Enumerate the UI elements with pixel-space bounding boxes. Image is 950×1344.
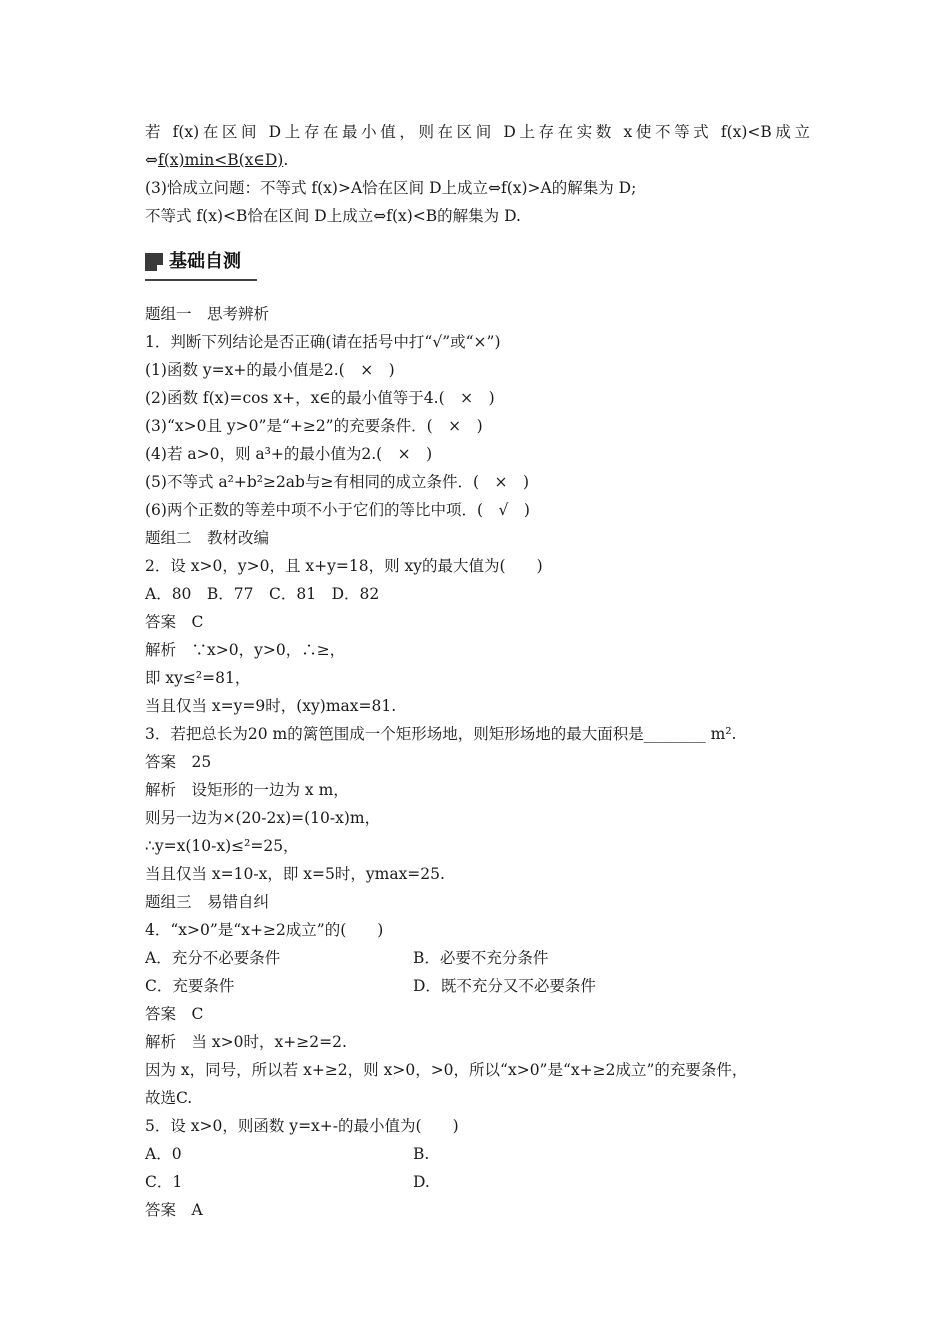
question-4-option-a: A．充分不必要条件 (145, 949, 281, 967)
section-title: 基础自测 (169, 251, 241, 272)
question-3-answer: 答案 25 (145, 753, 212, 771)
question-2-solution-3: 当且仅当 x=y=9时，(xy)max=81. (145, 697, 397, 715)
question-4-solution-3: 故选C. (145, 1089, 193, 1107)
question-3-solution-1: 解析 设矩形的一边为 x m， (145, 781, 349, 799)
question-4: 4．“x>0”是“x+≥2成立”的( ) (145, 921, 384, 939)
section-square-icon (145, 253, 163, 271)
intro-line-2 (145, 146, 810, 174)
question-2: 2．设 x>0，y>0，且 x+y=18，则 xy的最大值为( ) (145, 557, 543, 575)
question-4-answer: 答案 C (145, 1005, 204, 1023)
question-5-option-a: A．0 (145, 1145, 182, 1163)
question-1-item-1: (1)函数 y=x+的最小值是2.( × ) (145, 361, 395, 379)
question-5-option-c: C．1 (145, 1173, 183, 1191)
question-1-item-2: (2)函数 f(x)=cos x+，x∈的最小值等于4.( × ) (145, 389, 495, 407)
group-3-heading: 题组三 易错自纠 (145, 893, 270, 911)
intro-line-3: (3)恰成立问题：不等式 f(x)>A恰在区间 D上成立⇔f(x)>A的解集为 D; (145, 179, 637, 197)
section-underline (145, 279, 257, 281)
document-page (145, 118, 810, 1224)
question-4-option-b: B．必要不充分条件 (413, 949, 549, 967)
question-1-item-5: (5)不等式 a²+b²≥2ab与≥有相同的成立条件．( × ) (145, 473, 530, 491)
question-2-solution-1: 解析 ∵x>0，y>0，∴≥， (145, 641, 346, 659)
group-1-heading: 题组一 思考辨析 (145, 305, 270, 323)
question-3-solution-2: 则另一边为×(20-2x)=(10-x)m， (145, 809, 381, 827)
question-1-item-3: (3)“x>0且 y>0”是“+≥2”的充要条件．( × ) (145, 417, 483, 435)
question-5-option-b: B. (413, 1145, 430, 1163)
question-2-options: A．80 B．77 C．81 D．82 (145, 585, 380, 603)
question-5-options-row-2 (145, 1168, 810, 1196)
question-3-solution-4: 当且仅当 x=10-x，即 x=5时，ymax=25. (145, 865, 445, 883)
question-4-solution-1: 解析 当 x>0时，x+≥2=2. (145, 1033, 347, 1051)
question-3-solution-3: ∴y=x(10-x)≤²=25， (145, 837, 299, 855)
intro-line-1: 若 f(x)在区间 D上存在最小值，则在区间 D上存在实数 x使不等式 f(x)<B成立 (145, 123, 810, 141)
question-2-answer: 答案 C (145, 613, 204, 631)
intro-condition-underlined: f(x)min<B(x∈D) (158, 151, 284, 169)
question-5-option-d: D. (413, 1173, 430, 1191)
question-5-options-row-1 (145, 1140, 810, 1168)
section-header (145, 246, 810, 282)
question-4-options-row-1 (145, 944, 810, 972)
question-1: 1．判断下列结论是否正确(请在括号中打“√”或“×”) (145, 333, 501, 351)
question-1-item-4: (4)若 a>0，则 a³+的最小值为2.( × ) (145, 445, 433, 463)
question-4-option-d: D．既不充分又不必要条件 (413, 977, 596, 995)
intro-equiv-symbol: ⇔ (145, 151, 158, 169)
intro-line-4: 不等式 f(x)<B恰在区间 D上成立⇔f(x)<B的解集为 D. (145, 207, 521, 225)
question-5-answer: 答案 A (145, 1201, 203, 1219)
question-3: 3．若把总长为20 m的篱笆围成一个矩形场地，则矩形场地的最大面积是________ m². (145, 725, 737, 743)
intro-period: . (283, 151, 289, 169)
group-2-heading: 题组二 教材改编 (145, 529, 270, 547)
question-4-solution-2: 因为 x，同号，所以若 x+≥2，则 x>0，>0，所以“x>0”是“x+≥2成立”的充要条件， (145, 1061, 748, 1079)
question-5: 5．设 x>0，则函数 y=x+-的最小值为( ) (145, 1117, 459, 1135)
question-4-options-row-2 (145, 972, 810, 1000)
question-2-solution-2: 即 xy≤²=81， (145, 669, 251, 687)
question-1-item-6: (6)两个正数的等差中项不小于它们的等比中项．( √ ) (145, 501, 530, 519)
question-4-option-c: C．充要条件 (145, 977, 235, 995)
